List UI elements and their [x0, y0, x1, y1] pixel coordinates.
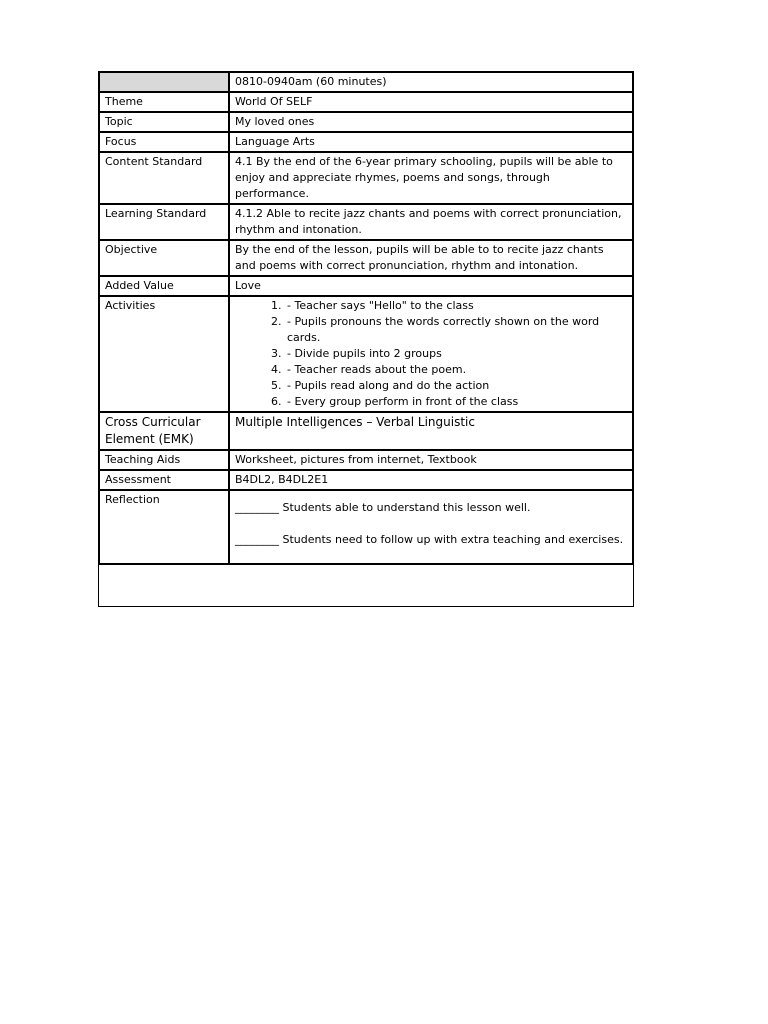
- table-row-assessment: [99, 470, 633, 490]
- table-row-cross-curricular: [99, 412, 633, 450]
- lesson-plan-page: [98, 71, 634, 607]
- learning-standard-value: 4.1.2 Able to recite jazz chants and poems with correct pronunciation, rhythm and intonation.: [229, 204, 633, 240]
- activities-list: [235, 298, 627, 410]
- list-item: 1. - Teacher says "Hello" to the class: [285, 298, 627, 314]
- teaching-aids-value: Worksheet, pictures from internet, Textbook: [229, 450, 633, 470]
- table-row-focus: [99, 132, 633, 152]
- cross-curricular-label: Cross Curricular Element (EMK): [99, 412, 229, 450]
- lesson-plan-table: [98, 71, 634, 565]
- reflection-line-understand: ________ Students able to understand this lesson well.: [235, 501, 531, 514]
- activities-value: [229, 296, 633, 412]
- activities-label: Activities: [99, 296, 229, 412]
- header-blank-cell: [99, 72, 229, 92]
- table-row-topic: [99, 112, 633, 132]
- objective-label: Objective: [99, 240, 229, 276]
- list-item: 5. - Pupils read along and do the action: [285, 378, 627, 394]
- objective-value: By the end of the lesson, pupils will be able to to recite jazz chants and poems with correct pronunciation, rhythm and intonation.: [229, 240, 633, 276]
- list-item: 2. - Pupils pronouns the words correctly shown on the word cards.: [285, 314, 627, 346]
- table-row-theme: [99, 92, 633, 112]
- table-row-reflection: [99, 490, 633, 564]
- list-item: 4. - Teacher reads about the poem.: [285, 362, 627, 378]
- reflection-value: [229, 490, 633, 564]
- table-row-time: [99, 72, 633, 92]
- reflection-label: Reflection: [99, 490, 229, 564]
- topic-label: Topic: [99, 112, 229, 132]
- assessment-value: B4DL2, B4DL2E1: [229, 470, 633, 490]
- table-row-learning-standard: [99, 204, 633, 240]
- table-row-content-standard: [99, 152, 633, 204]
- topic-value: My loved ones: [229, 112, 633, 132]
- time-value: 0810-0940am (60 minutes): [229, 72, 633, 92]
- theme-label: Theme: [99, 92, 229, 112]
- added-value-label: Added Value: [99, 276, 229, 296]
- table-row-added-value: [99, 276, 633, 296]
- table-row-objective: [99, 240, 633, 276]
- focus-label: Focus: [99, 132, 229, 152]
- reflection-line-follow-up: ________ Students need to follow up with extra teaching and exercises.: [235, 533, 624, 546]
- table-row-activities: [99, 296, 633, 412]
- theme-value: World Of SELF: [229, 92, 633, 112]
- cross-curricular-value: Multiple Intelligences – Verbal Linguistic: [229, 412, 633, 450]
- teaching-aids-label: Teaching Aids: [99, 450, 229, 470]
- content-standard-label: Content Standard: [99, 152, 229, 204]
- list-item: 3. - Divide pupils into 2 groups: [285, 346, 627, 362]
- list-item: 6. - Every group perform in front of the class: [285, 394, 627, 410]
- content-standard-value: 4.1 By the end of the 6-year primary schooling, pupils will be able to enjoy and appreciate rhymes, poems and songs, through performance.: [229, 152, 633, 204]
- table-row-teaching-aids: [99, 450, 633, 470]
- learning-standard-label: Learning Standard: [99, 204, 229, 240]
- focus-value: Language Arts: [229, 132, 633, 152]
- assessment-label: Assessment: [99, 470, 229, 490]
- added-value-value: Love: [229, 276, 633, 296]
